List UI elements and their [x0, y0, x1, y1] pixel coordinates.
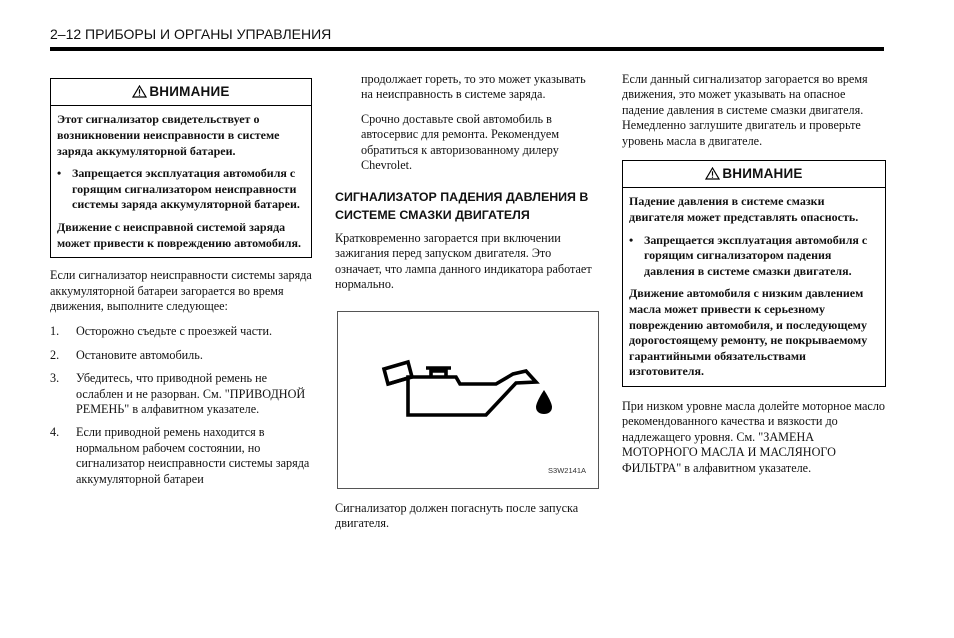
column-1 — [50, 78, 312, 495]
list-item — [50, 324, 312, 339]
continued-text: продолжает гореть, то это может указывать на неисправность в системе заряда. — [361, 72, 586, 102]
after-figure-text: Сигнализатор должен погаснуть после запуска двигателя. — [335, 500, 579, 531]
column-2 — [335, 72, 600, 531]
list-item — [50, 371, 312, 417]
step-text: Убедитесь, что приводной ремень не ослаблен и не разорван. См. "ПРИВОДНОЙ РЕМЕНЬ" в алфавитном указателе. — [76, 371, 306, 416]
battery-paragraph: Если сигнализатор неисправности системы заряда аккумуляторной батареи загорается во время движения, выполните следующее: — [50, 268, 312, 313]
oil-pressure-figure — [337, 311, 599, 489]
step-text: Осторожно съедьте с проезжей части. — [76, 324, 273, 339]
column-3 — [622, 72, 886, 476]
warning-box-oil — [622, 160, 886, 387]
oil-paragraph-1: Если данный сигнализатор загорается во время движения, это может указывать на опасное падение давления в системе смазки двигателя. Немедленно заглушите двигатель и проверьте уровень масла в двигателе. — [622, 72, 868, 148]
step-text: Если приводной ремень находится в нормальном рабочем состоянии, но сигнализатор неисправности системы заряда аккумуляторной батареи — [76, 425, 310, 486]
warning-intro: Падение давления в системе смазки двигателя может представлять опасность. — [629, 194, 859, 225]
oil-can-icon — [338, 312, 598, 488]
steps-list — [50, 324, 312, 487]
warning-outro: Движение с неисправной системой заряда может привести к повреждению автомобиля. — [57, 219, 302, 250]
warning-header — [51, 79, 311, 106]
list-item — [50, 425, 312, 487]
warning-bullet-text: Запрещается эксплуатация автомобиля с горящим сигнализатором неисправности системы заряда аккумуляторной батареи. — [72, 166, 300, 212]
warning-title: ВНИМАНИЕ — [722, 166, 803, 182]
warning-header — [623, 161, 885, 188]
figure-code: S3W2141A — [548, 466, 586, 476]
list-item — [50, 348, 312, 363]
step-text: Остановите автомобиль. — [76, 347, 203, 362]
service-text: Срочно доставьте свой автомобиль в автосервис для ремонта. Рекомендуем обратиться к авторизованному дилеру Chevrolet. — [361, 111, 560, 173]
step-number: 2. — [50, 347, 60, 362]
warning-triangle-icon — [132, 85, 147, 98]
section-title: СИГНАЛИЗАТОР ПАДЕНИЯ ДАВЛЕНИЯ В СИСТЕМЕ СМАЗКИ ДВИГАТЕЛЯ — [335, 190, 589, 223]
warning-triangle-icon — [705, 167, 720, 180]
step-number: 4. — [50, 425, 60, 440]
warning-bullet: • Запрещается эксплуатация автомобиля с горящим сигнализатором неисправности системы заряда аккумуляторной батареи. — [57, 166, 305, 213]
warning-title: ВНИМАНИЕ — [149, 84, 230, 99]
header-rule — [50, 47, 884, 51]
warning-intro: Этот сигнализатор свидетельствует о возникновении неисправности в системе заряда аккумуляторной батареи. — [57, 112, 280, 158]
warning-outro: Движение автомобиля с низким давлением масла может привести к серьезному повреждению автомобиля, и последующему дорогостоящему ремонту, не покрываемому гарантийными обязательствами изготовителя. — [629, 286, 868, 379]
warning-box-battery — [50, 78, 312, 258]
page-header: 2–12 ПРИБОРЫ И ОРГАНЫ УПРАВЛЕНИЯ — [50, 26, 332, 42]
warning-bullet: • Запрещается эксплуатация автомобиля с горящим сигнализатором падения давления в системе смазки двигателя. — [629, 233, 879, 280]
step-number: 3. — [50, 371, 60, 386]
section-intro: Кратковременно загорается при включении зажигания перед запуском двигателя. Это означает, что лампа данного индикатора работает нормально. — [335, 231, 592, 292]
step-number: 1. — [50, 324, 60, 339]
warning-bullet-text: Запрещается эксплуатация автомобиля с горящим сигнализатором падения давления в системе смазки двигателя. — [644, 232, 868, 278]
oil-paragraph-2: При низком уровне масла долейте моторное масло рекомендованного качества и вязкости до надлежащего уровня. См. "ЗАМЕНА МОТОРНОГО МАСЛА И МАСЛЯНОГО ФИЛЬТРА" в алфавитном указателе. — [622, 398, 886, 475]
